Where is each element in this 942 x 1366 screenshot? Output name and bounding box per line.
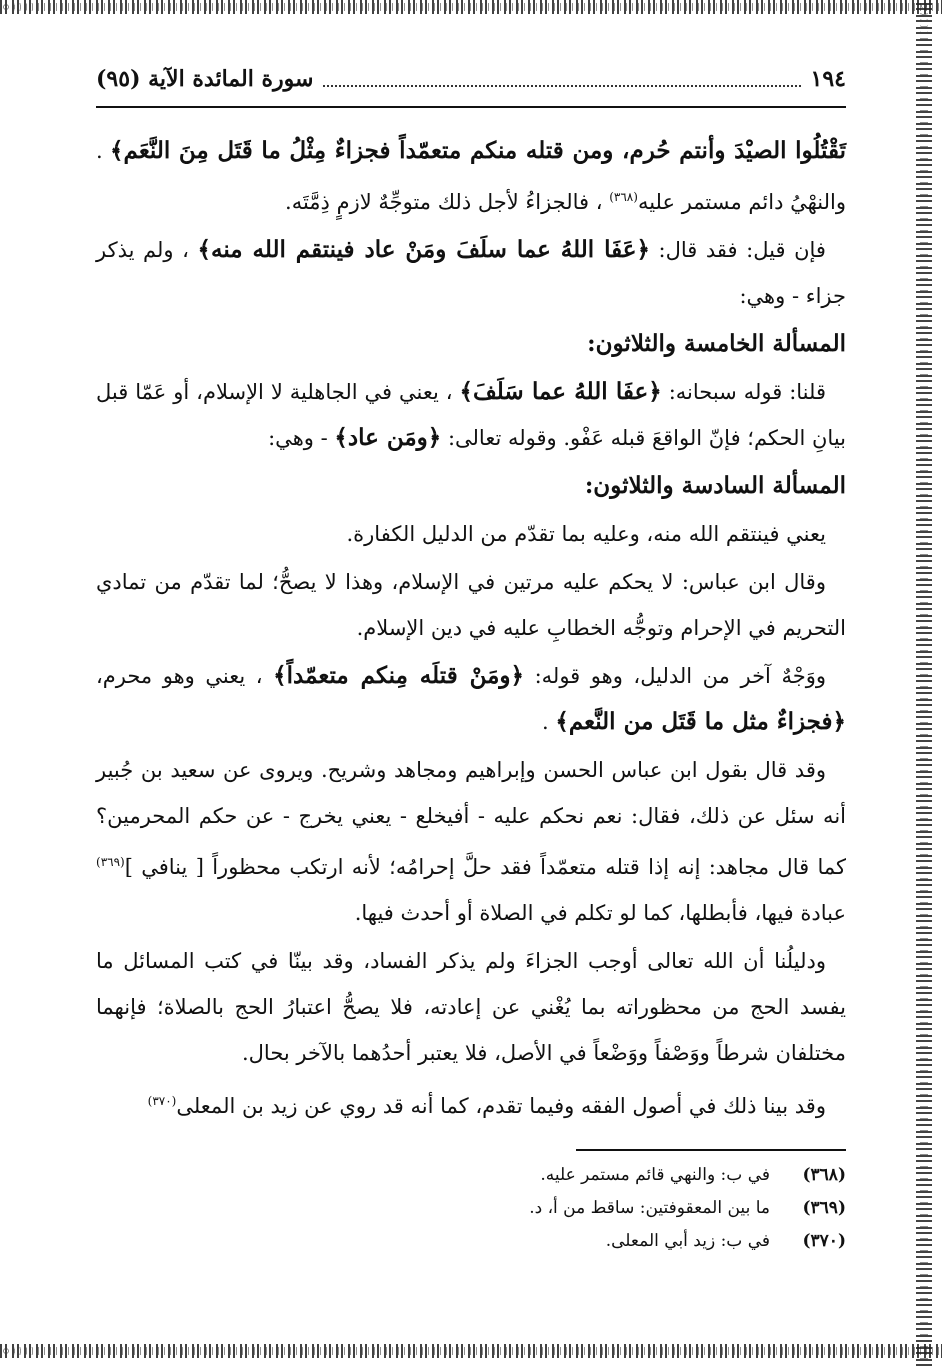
paragraph-6 — [96, 653, 846, 745]
verse: ﴿عَفَا اللهُ عما سلَفَ ومَنْ عاد فينتقم الله منه﴾ — [197, 236, 650, 263]
paragraph-text: وقد بينا ذلك في أصول الفقه وفيما تقدم، كما أنه قد روي عن زيد بن المعلى — [176, 1094, 826, 1118]
section-heading: المسألة السادسة والثلاثون: — [584, 472, 846, 499]
footnote-number: (٣٦٩) — [802, 1198, 846, 1218]
surah-title: سورة المائدة الآية (٩٥) — [96, 66, 314, 92]
footnotes — [96, 1159, 846, 1258]
paragraph-5: وقال ابن عباس: لا يحكم عليه مرتين في الإسلام، وهذا لا يصحُّ؛ لما تقدّم من تمادي التحريم في الإحرام وتوجُّه الخطابِ عليه في دين الإسلام. — [96, 570, 846, 640]
paragraph-text: فإن قيل: فقد قال: — [658, 238, 826, 262]
footnote — [96, 1159, 846, 1192]
running-head — [96, 56, 846, 108]
footnote-ref: (٣٦٩) — [96, 855, 125, 869]
footnote-text: في ب: والنهي قائم مستمر عليه. — [540, 1165, 770, 1185]
section-heading: المسألة الخامسة والثلاثون: — [587, 330, 846, 357]
footnote-text: ما بين المعقوفتين: ساقط من أ، د. — [529, 1198, 770, 1218]
paragraph-2 — [96, 227, 846, 319]
decorative-border-right — [916, 0, 932, 1366]
paragraph-text: قلنا: قوله سبحانه: — [668, 380, 826, 404]
footnote — [96, 1225, 846, 1258]
verse: ﴿ومَن عاد﴾ — [334, 424, 442, 451]
paragraph-text: . والنهْيُ دائم مستمر عليه — [96, 139, 846, 214]
paragraph-text: وقد قال بقول ابن عباس الحسن وإبراهيم ومجاهد وشريح. ويروى عن سعيد بن جُبير أنه سئل عن ذلك، فقال: نعم نحكم عليه - أفيخلع - يعني يخرج - عن حكم المحرمين؟ كما قال مجاهد: إنه إذا قتله متعمّداً فقد حلَّ إحرامُه؛ لأنه ارتكب محظوراً [ ينافي ] — [96, 758, 846, 879]
verse: ﴿فجزاءٌ مثل ما قَتَل من النَّعم﴾ — [555, 708, 846, 735]
paragraph-3 — [96, 369, 846, 461]
paragraph-9 — [96, 1078, 846, 1129]
footnote-ref: (٣٧٠) — [147, 1094, 177, 1108]
book-page — [96, 56, 846, 1326]
paragraph-text: - وهي: — [268, 426, 328, 450]
verse: تَقْتُلُوا الصيْدَ وأنتم حُرم، ومن قتله منكم متعمّداً فجزاءٌ مِثْلُ ما قَتَل مِنَ النَّعَم﴾ — [110, 137, 846, 164]
decorative-border-bottom — [0, 1344, 942, 1358]
paragraph-text: ، ولم يذكر جزاء - وهي: — [96, 238, 846, 308]
footnote-number: (٣٦٨) — [802, 1165, 846, 1185]
paragraph-text: . — [541, 710, 549, 734]
decorative-border-top — [0, 0, 942, 14]
paragraph-text: ، يعني في الجاهلية لا الإسلام، أو عَمّا قبل بيانِ الحكم؛ فإنّ الواقعَ قبله عَفْو. وقوله تعالى: — [96, 380, 846, 450]
verse: ﴿ومَنْ قتلَه مِنكم متعمّداً﴾ — [273, 662, 525, 689]
paragraph-4: يعني فينتقم الله منه، وعليه بما تقدّم من الدليل الكفارة. — [346, 522, 826, 546]
footnote-number: (٣٧٠) — [802, 1231, 846, 1251]
verse: ﴿عفَا اللهُ عما سَلَفَ﴾ — [459, 378, 662, 405]
page-number: ١٩٤ — [810, 66, 846, 92]
paragraph-text: ووَجْهٌ آخر من الدليل، وهو قوله: — [534, 664, 826, 688]
paragraph-8: ودليلُنا أن الله تعالى أوجب الجزاءَ ولم يذكر الفساد، وقد بينّا في كتب المسائل ما يفسد الحج من محظوراته بما يُغْني عن إعادته، فلا يصحُّ اعتبارُ الحج بالصلاة؛ فإنهما مختلفان شرطاً ووَصْفاً ووَضْعاً في الأصل، فلا يعتبر أحدُهما بالآخر بحال. — [96, 949, 846, 1065]
paragraph-1 — [96, 128, 846, 225]
body-text — [96, 128, 846, 1129]
paragraph-text: ، يعني وهو محرم، — [96, 664, 263, 688]
paragraph-7 — [96, 747, 846, 936]
leader-dots — [323, 71, 800, 87]
paragraph-text: ، فالجزاءُ لأجل ذلك متوجِّهٌ لازمٍ ذِمَّتَه. — [285, 190, 603, 214]
footnote-divider — [576, 1149, 846, 1151]
footnote-ref: (٣٦٨) — [609, 190, 638, 204]
paragraph-text: عبادة فيها، فأبطلها، كما لو تكلم في الصلاة أو أحدث فيها. — [354, 901, 846, 925]
footnote-text: في ب: زيد أبي المعلى. — [605, 1231, 770, 1251]
footnote — [96, 1192, 846, 1225]
